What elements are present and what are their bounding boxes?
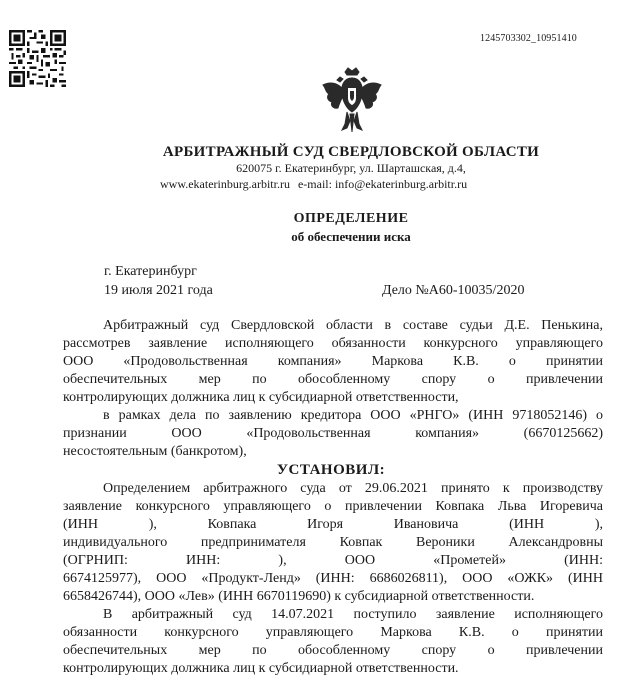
body-line: Арбитражный суд Свердловской области в составе судьи Д.Е. Пенькина, <box>103 318 603 333</box>
body-line: рассмотрев заявление исполняющего обязанности конкурсного управляющего <box>63 336 603 351</box>
body-line: (ОГРНИП: ИНН: ), ООО «Прометей» (ИНН: <box>63 553 603 568</box>
body-line: В арбитражный суд 14.07.2021 поступило заявление исполняющего <box>103 607 603 622</box>
body-line: Определением арбитражного суда от 29.06.2021 принято к производству <box>103 481 603 496</box>
court-name: АРБИТРАЖНЫЙ СУД СВЕРДЛОВСКОЙ ОБЛАСТИ <box>162 144 540 160</box>
body-line: обязанности конкурсного управляющего Маркова К.В. о принятии <box>63 625 603 640</box>
body-line: обеспечительных мер по обособленному спору о привлечении <box>63 643 603 658</box>
body-line: (ИНН ), Ковпака Игоря Ивановича (ИНН ), <box>63 517 603 532</box>
document-id: 1245703302_10951410 <box>480 33 577 44</box>
document-city: г. Екатеринбург <box>104 264 197 279</box>
body-line: несостоятельным (банкротом), <box>63 444 247 459</box>
court-contacts <box>160 177 467 192</box>
body-line: индивидуального предпринимателя Ковпак Вероники Александровны <box>63 535 603 550</box>
court-address: 620075 г. Екатеринбург, ул. Шарташская, д.4, <box>236 161 466 175</box>
document-title: ОПРЕДЕЛЕНИЕ <box>293 211 409 226</box>
body-line: ООО «Продовольственная компания» Маркова К.В. о принятии <box>63 354 603 369</box>
body-line: признании ООО «Продовольственная компания» (6670125662) <box>63 426 603 441</box>
court-website-link[interactable]: www.ekaterinburg.arbitr.ru <box>160 177 290 191</box>
case-number: Дело №А60-10035/2020 <box>382 283 525 298</box>
section-heading: УСТАНОВИЛ: <box>277 462 386 478</box>
document-date: 19 июля 2021 года <box>104 283 213 298</box>
qr-code <box>9 30 66 87</box>
body-line: заявление конкурсного управляющего о привлечении Ковпака Льва Игоревича <box>63 499 603 514</box>
coat-of-arms-icon <box>321 66 383 136</box>
body-line: в рамках дела по заявлению кредитора ООО «РНГО» (ИНН 9718052146) о <box>103 408 603 423</box>
document-body <box>63 317 603 678</box>
body-line: контролирующих должника лиц к субсидиарной ответственности, <box>63 390 459 405</box>
court-email-link[interactable]: e-mail: info@ekaterinburg.arbitr.ru <box>297 177 468 191</box>
body-line: 6658426744), ООО «Лев» (ИНН 6670119690) к субсидиарной ответственности. <box>63 589 535 604</box>
body-line: обеспечительных мер по обособленному спору о привлечении <box>63 372 603 387</box>
body-line: 6674125977), ООО «Продукт-Ленд» (ИНН: 6686026811), ООО «ОЖК» (ИНН <box>63 571 603 586</box>
body-line: контролирующих должника лиц к субсидиарной ответственности. <box>63 661 459 676</box>
document-subtitle: об обеспечении иска <box>291 229 411 244</box>
